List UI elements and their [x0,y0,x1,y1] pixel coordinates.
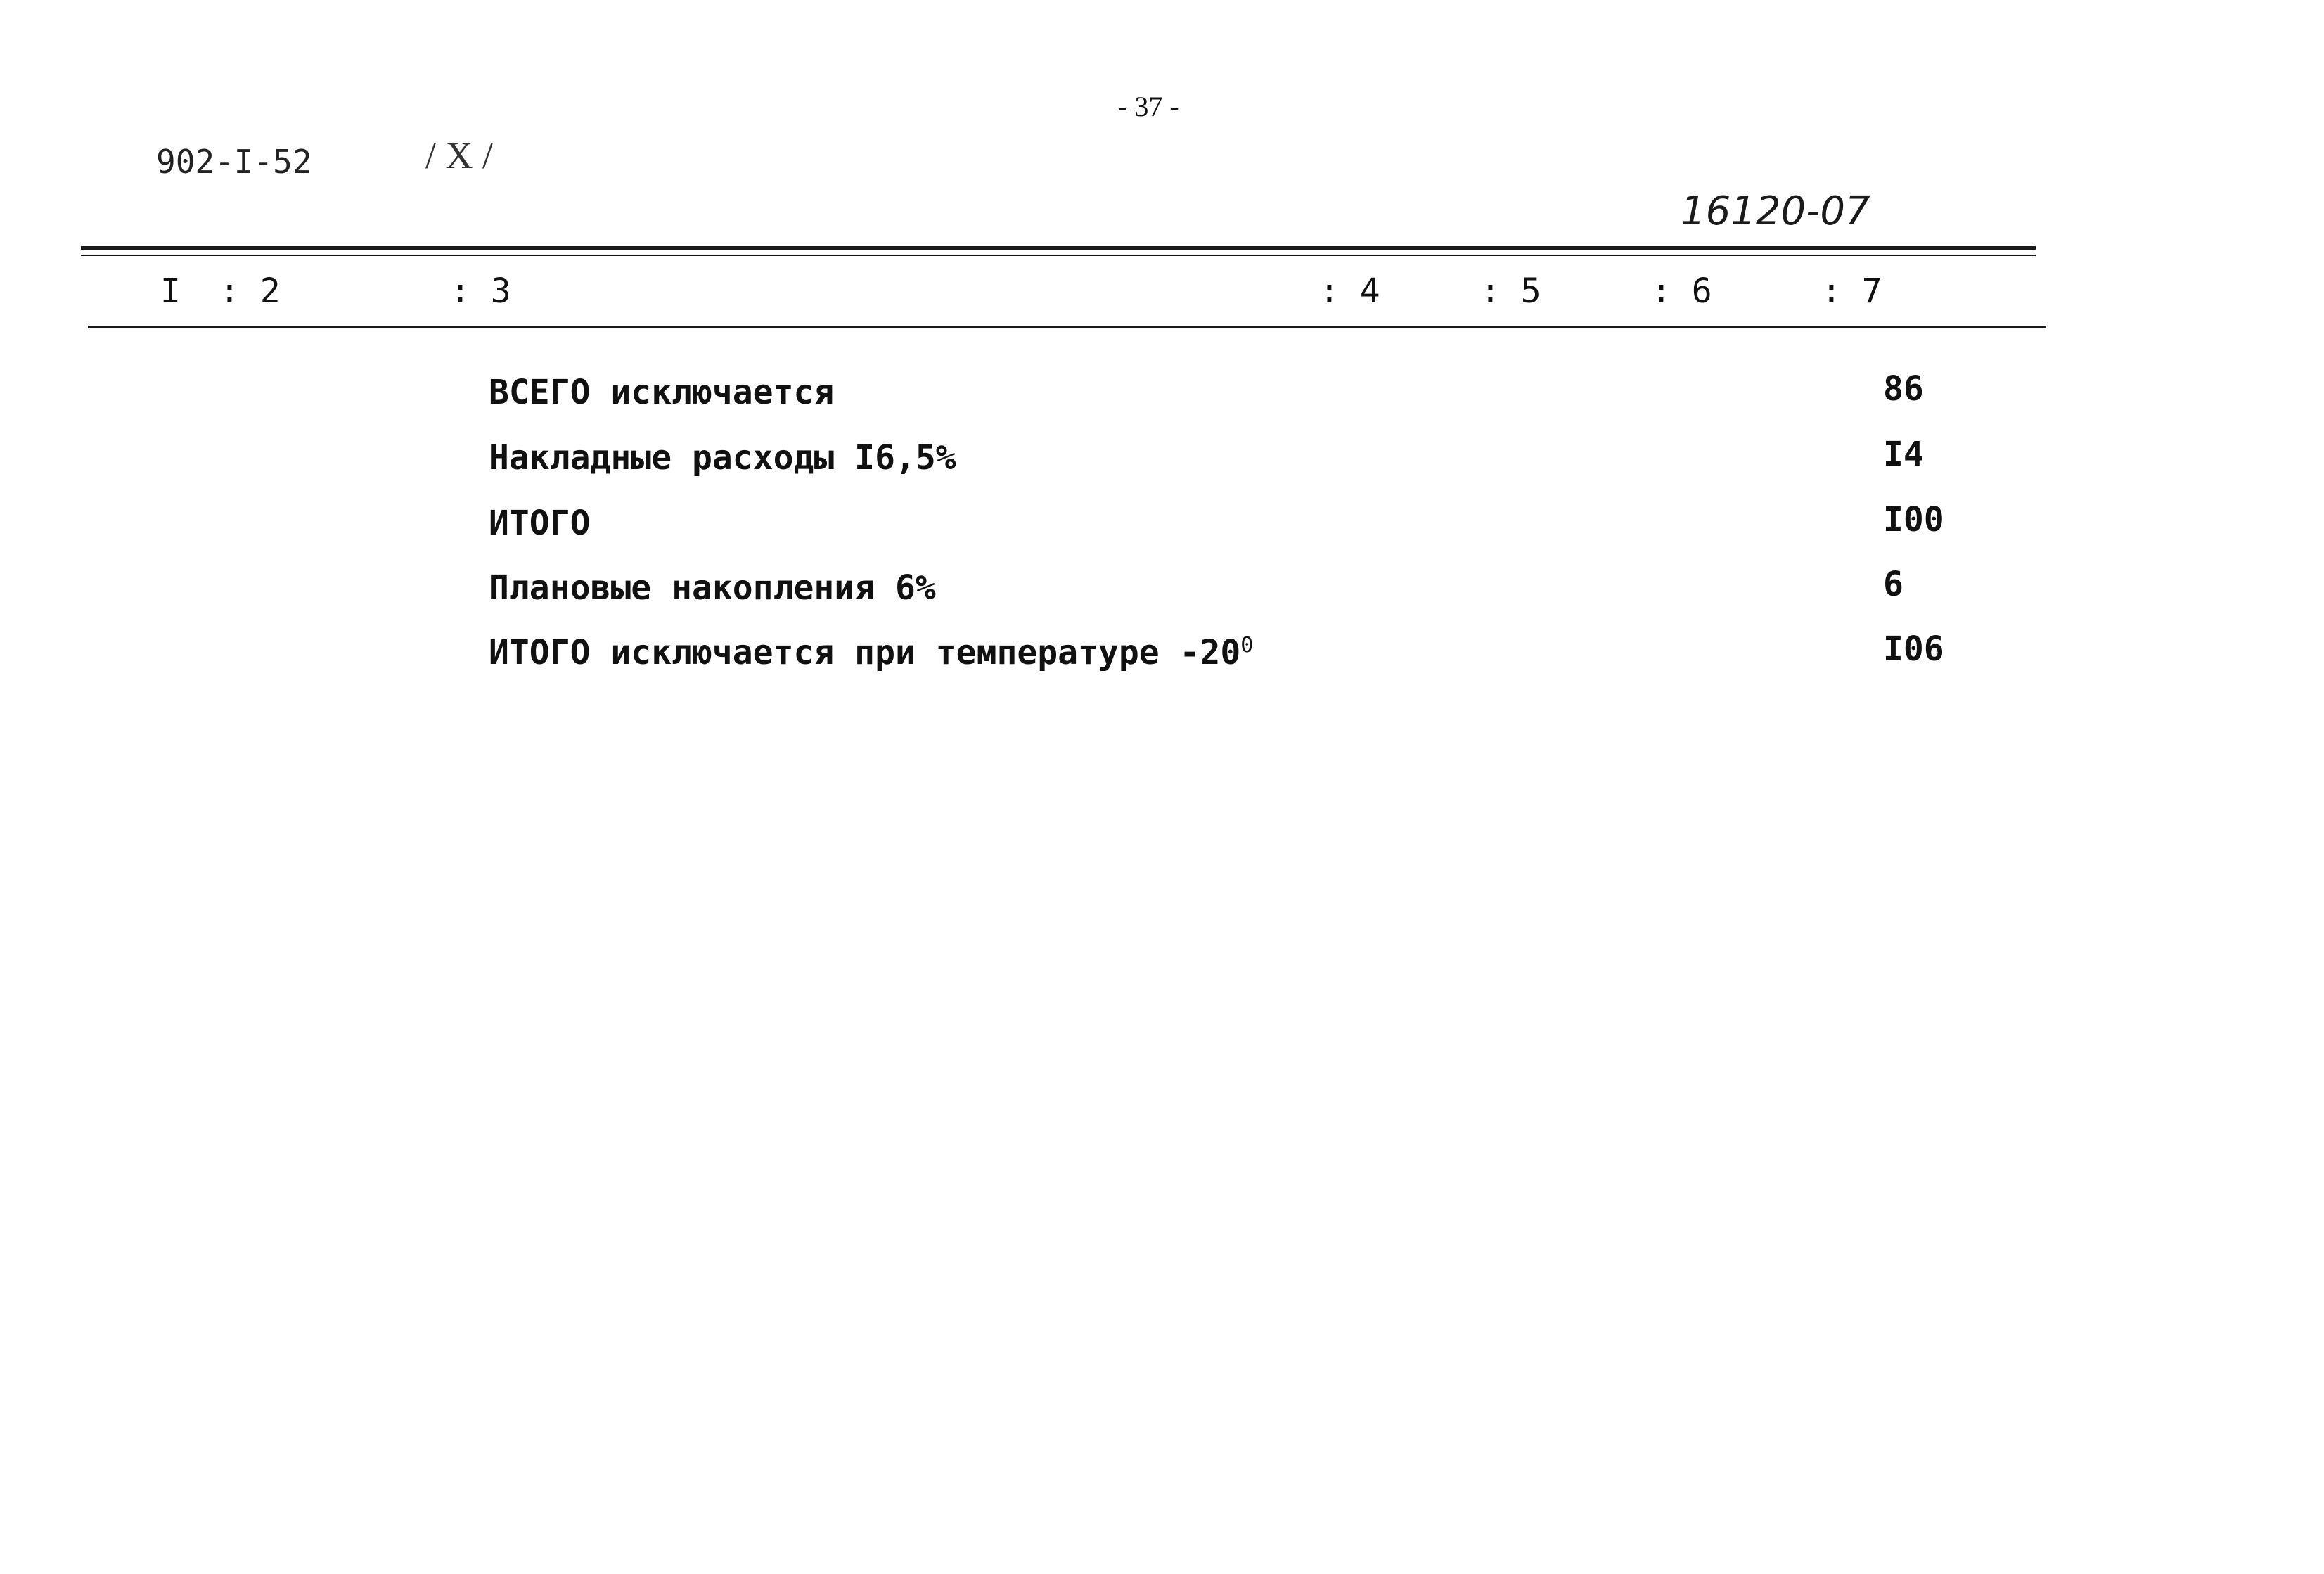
row-value: 86 [1883,369,1924,409]
row-value: I00 [1883,500,1944,539]
degree-superscript: 0 [1240,633,1254,658]
sheet-mark: / X / [425,134,494,177]
row-value: I4 [1883,435,1924,474]
column-header-7: : 7 [1821,271,1882,311]
table-top-rule-thin [81,255,2036,256]
table-header-rule [88,326,2046,328]
archive-number: 16120-07 [1681,188,1870,234]
row-label: Плановые накопления 6% [489,568,936,608]
row-label [489,633,1253,672]
column-header-4: : 4 [1319,271,1380,311]
row-value: I06 [1883,629,1944,669]
column-header-6: : 6 [1651,271,1712,311]
column-header-2: : 2 [219,271,281,311]
row-value: 6 [1883,565,1904,604]
row-label: Накладные расходы I6,5% [489,438,956,478]
row-label: ИТОГО [489,504,591,543]
row-label: ВСЕГО исключается [489,373,835,412]
table-top-rule [81,246,2036,250]
document-code: 902-I-52 [156,143,312,181]
column-header-1: I [160,271,181,311]
column-header-3: : 3 [450,271,511,311]
page-number: - 37 - [1118,91,1179,122]
row-label-text: ИТОГО исключается при температуре -20 [489,633,1241,672]
column-header-5: : 5 [1480,271,1541,311]
